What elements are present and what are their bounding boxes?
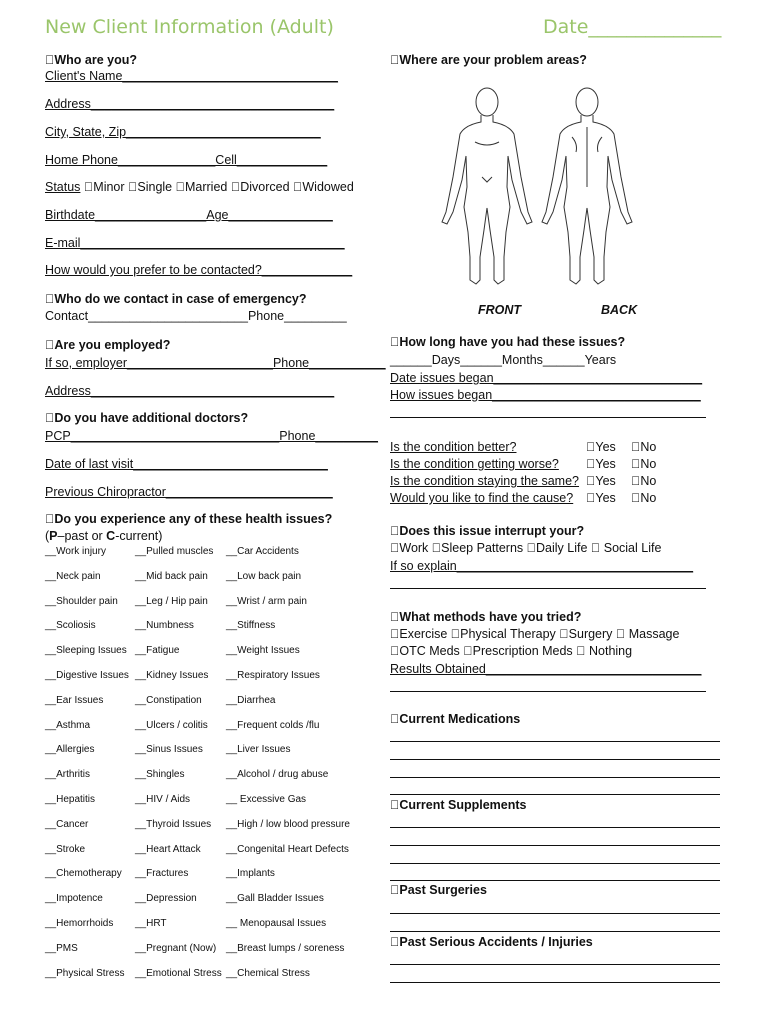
status-row	[45, 180, 354, 194]
health-issue-item[interactable]: __Congenital Heart Defects	[226, 844, 349, 855]
health-issue-item[interactable]: __Digestive Issues	[45, 670, 129, 681]
health-issue-item[interactable]: __Stroke	[45, 844, 86, 855]
problem-areas-heading: Where are your problem areas?	[390, 53, 578, 67]
health-issue-item[interactable]: __Heart Attack	[135, 844, 201, 855]
health-issue-item[interactable]: __Low back pain	[226, 571, 302, 582]
health-issue-item[interactable]: __ Excessive Gas	[226, 794, 307, 805]
duration-field[interactable]: ______Days______Months______Years	[390, 353, 617, 367]
city-state-zip-field[interactable]: City, State, Zip____________________________	[45, 125, 321, 139]
accidents-line[interactable]	[390, 982, 720, 983]
supplements-heading: Current Supplements	[390, 798, 518, 812]
pcp-field[interactable]: PCP______________________________Phone_________	[45, 429, 378, 443]
how-issues-began-field[interactable]: How issues began______________________________	[390, 388, 701, 402]
interrupt-options[interactable]: Work Sleep Patterns Daily Life Social Life	[390, 541, 621, 555]
better-yes[interactable]: Yes	[586, 440, 607, 454]
birthdate-field[interactable]: Birthdate________________Age_______________	[45, 208, 333, 222]
health-issue-item[interactable]: __Constipation	[135, 695, 202, 706]
medications-line[interactable]	[390, 777, 720, 778]
health-issue-item[interactable]: __Liver Issues	[226, 744, 291, 755]
results-field[interactable]: Results Obtained_______________________________	[390, 662, 702, 676]
health-issue-item[interactable]: __Fractures	[135, 868, 189, 879]
condition-worse-label: Is the condition getting worse?	[390, 457, 559, 471]
last-visit-field[interactable]: Date of last visit____________________________	[45, 457, 328, 471]
health-issue-item[interactable]: __Implants	[226, 868, 275, 879]
body-diagram[interactable]	[420, 82, 650, 292]
cause-yes[interactable]: Yes	[586, 491, 607, 505]
health-issue-item[interactable]: __Sinus Issues	[135, 744, 203, 755]
health-issue-item[interactable]: __Thyroid Issues	[135, 819, 212, 830]
surgeries-line[interactable]	[390, 931, 720, 932]
email-field[interactable]: E-mail______________________________________	[45, 236, 345, 250]
health-issue-item[interactable]: __High / low blood pressure	[226, 819, 350, 830]
medications-line[interactable]	[390, 794, 720, 795]
better-no[interactable]: No	[631, 440, 647, 454]
results-line[interactable]	[390, 691, 706, 692]
supplements-line[interactable]	[390, 827, 720, 828]
health-issue-item[interactable]: __Numbness	[135, 620, 194, 631]
how-began-line[interactable]	[390, 417, 706, 418]
health-issue-item[interactable]: __Gall Bladder Issues	[226, 893, 324, 904]
health-issue-item[interactable]: __Fatigue	[135, 645, 180, 656]
address-field[interactable]: Address___________________________________	[45, 97, 335, 111]
health-issue-item[interactable]: __Emotional Stress	[135, 968, 222, 979]
status-options[interactable]: Minor Single Married Divorced Widowed	[80, 180, 307, 194]
same-yes[interactable]: Yes	[586, 474, 607, 488]
health-issue-item[interactable]: __HRT	[135, 918, 167, 929]
interrupt-heading: Does this issue interrupt your?	[390, 524, 575, 538]
health-issue-item[interactable]: __Alcohol / drug abuse	[226, 769, 329, 780]
health-issue-item[interactable]: __Pregnant (Now)	[135, 943, 217, 954]
methods-options-1[interactable]: Exercise Physical Therapy Surgery Massage	[390, 627, 639, 641]
client-name-field[interactable]: Client's Name_______________________________	[45, 69, 338, 83]
health-issue-item[interactable]: __Frequent colds /flu	[226, 720, 320, 731]
health-issue-item[interactable]: __Work injury	[45, 546, 106, 557]
condition-better-label: Is the condition better?	[390, 440, 517, 454]
health-heading: Do you experience any of these health issues?	[45, 512, 323, 526]
duration-heading: How long have you had these issues?	[390, 335, 616, 349]
health-issue-item[interactable]: __Car Accidents	[226, 546, 299, 557]
surgeries-heading: Past Surgeries	[390, 883, 478, 897]
home-phone-field[interactable]: Home Phone______________Cell_____________	[45, 153, 328, 167]
medications-line[interactable]	[390, 741, 720, 742]
emergency-contact-field[interactable]: Contact_______________________Phone_________	[45, 309, 347, 323]
supplements-line[interactable]	[390, 880, 720, 881]
health-issue-item[interactable]: __Sleeping Issues	[45, 645, 127, 656]
who-heading: Who are you?	[45, 53, 128, 67]
health-issue-item[interactable]: __Cancer	[45, 819, 89, 830]
cause-no[interactable]: No	[631, 491, 647, 505]
back-figure-icon	[542, 88, 632, 284]
health-issue-item[interactable]: __Physical Stress	[45, 968, 125, 979]
health-issue-item[interactable]: __Ear Issues	[45, 695, 104, 706]
surgeries-line[interactable]	[390, 913, 720, 914]
accidents-heading: Past Serious Accidents / Injuries	[390, 935, 584, 949]
contact-preference-field[interactable]: How would you prefer to be contacted?_____________	[45, 263, 353, 277]
emergency-heading: Who do we contact in case of emergency?	[45, 292, 298, 306]
worse-no[interactable]: No	[631, 457, 647, 471]
health-issue-item[interactable]: __Stiffness	[226, 620, 276, 631]
health-issue-item[interactable]: __Chemotherapy	[45, 868, 122, 879]
methods-options-2[interactable]: OTC Meds Prescription Meds Nothing	[390, 644, 601, 658]
methods-heading: What methods have you tried?	[390, 610, 572, 624]
health-issue-item[interactable]: __Diarrhea	[226, 695, 276, 706]
health-issue-item[interactable]: __Allergies	[45, 744, 95, 755]
health-issue-item[interactable]: __Weight Issues	[226, 645, 300, 656]
employer-address-field[interactable]: Address___________________________________	[45, 384, 335, 398]
medications-line[interactable]	[390, 759, 720, 760]
front-figure-icon	[442, 88, 532, 284]
health-issue-item[interactable]: __PMS	[45, 943, 78, 954]
health-issue-item[interactable]: __Ulcers / colitis	[135, 720, 208, 731]
employer-field[interactable]: If so, employer_____________________Phone___________	[45, 356, 386, 370]
same-no[interactable]: No	[631, 474, 647, 488]
worse-yes[interactable]: Yes	[586, 457, 607, 471]
health-issue-item[interactable]: __Pulled muscles	[135, 546, 214, 557]
supplements-line[interactable]	[390, 845, 720, 846]
health-issue-item[interactable]: __Mid back pain	[135, 571, 208, 582]
health-issue-item[interactable]: __Hemorrhoids	[45, 918, 114, 929]
health-issue-item[interactable]: __Impotence	[45, 893, 103, 904]
health-issue-item[interactable]: __Leg / Hip pain	[135, 596, 208, 607]
health-issue-item[interactable]: __Hepatitis	[45, 794, 96, 805]
health-issue-item[interactable]: __Breast lumps / soreness	[226, 943, 345, 954]
date-issues-began-field[interactable]: Date issues began______________________________	[390, 371, 703, 385]
health-issue-item[interactable]: __Shoulder pain	[45, 596, 118, 607]
health-issue-item[interactable]: __Kidney Issues	[135, 670, 209, 681]
health-issue-item[interactable]: __Neck pain	[45, 571, 101, 582]
health-issue-item[interactable]: __Scoliosis	[45, 620, 96, 631]
health-issue-item[interactable]: __Respiratory Issues	[226, 670, 320, 681]
accidents-line[interactable]	[390, 964, 720, 965]
supplements-line[interactable]	[390, 863, 720, 864]
back-label: BACK	[601, 303, 638, 317]
health-issue-item[interactable]: __Wrist / arm pain	[226, 596, 307, 607]
page-title: New Client Information (Adult)	[45, 16, 334, 38]
doctors-heading: Do you have additional doctors?	[45, 411, 239, 425]
health-legend: (P–past or C-current)	[45, 529, 163, 543]
date-field[interactable]: Date______________	[543, 16, 722, 38]
status-label: Status	[45, 180, 81, 194]
condition-same-label: Is the condition staying the same?	[390, 474, 580, 488]
health-issue-item[interactable]: __HIV / Aids	[135, 794, 191, 805]
health-issue-item[interactable]: __Chemical Stress	[226, 968, 310, 979]
front-label: FRONT	[478, 303, 522, 317]
health-issue-item[interactable]: __ Menopausal Issues	[226, 918, 327, 929]
employed-heading: Are you employed?	[45, 338, 161, 352]
chiropractor-field[interactable]: Previous Chiropractor________________________	[45, 485, 333, 499]
health-issue-item[interactable]: __Depression	[135, 893, 197, 904]
health-issue-item[interactable]: __Asthma	[45, 720, 91, 731]
health-issue-item[interactable]: __Shingles	[135, 769, 185, 780]
find-cause-label: Would you like to find the cause?	[390, 491, 574, 505]
health-issue-item[interactable]: __Arthritis	[45, 769, 91, 780]
medications-heading: Current Medications	[390, 712, 511, 726]
explain-line[interactable]	[390, 588, 706, 589]
interrupt-explain-field[interactable]: If so explain__________________________________	[390, 559, 694, 573]
